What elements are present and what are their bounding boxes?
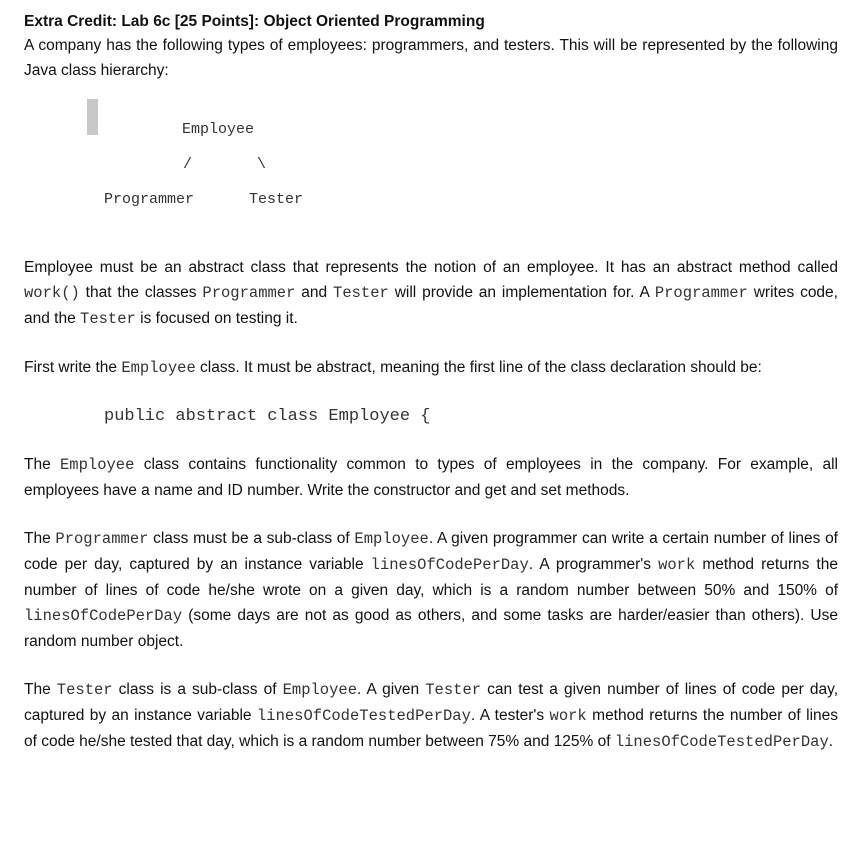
code-employee: Employee <box>354 530 429 548</box>
code-lines-of-code-per-day: linesOfCodePerDay <box>370 556 529 574</box>
code-work: work <box>549 707 587 725</box>
diagram-child-programmer: Programmer <box>104 191 195 208</box>
intro-paragraph: A company has the following types of employees: programmers, and testers. This will be represented by the following Java class hierarchy: <box>24 37 838 79</box>
code-tester: Tester <box>80 310 136 328</box>
class-hierarchy-diagram <box>24 95 838 255</box>
code-lines-of-code-per-day: linesOfCodePerDay <box>24 607 183 625</box>
class-declaration-code: public abstract class Employee { <box>104 407 431 426</box>
document-page <box>24 11 838 755</box>
paragraph-tester: The Tester class is a sub-class of Employee. A given Tester can test a given number of lines of code per day, captured by an instance variable linesOfCodeTestedPerDay. A tester's work method returns the number of lines of code he/she tested that day, which is a random number between 75% and 125% of linesOfCodeTestedPerDay. <box>24 681 839 751</box>
diagram-left-branch: / <box>183 156 193 173</box>
diagram-child-tester: Tester <box>249 191 304 208</box>
code-programmer: Programmer <box>654 284 748 302</box>
code-employee: Employee <box>60 456 135 474</box>
code-work: work <box>658 556 696 574</box>
code-tester: Tester <box>56 681 113 699</box>
paragraph-write-employee: First write the Employee class. It must be abstract, meaning the first line of the class declaration should be: <box>24 359 762 377</box>
code-programmer: Programmer <box>202 284 296 302</box>
code-lines-of-code-tested-per-day: linesOfCodeTestedPerDay <box>256 707 471 725</box>
code-tester: Tester <box>333 284 389 302</box>
text-cursor-marker <box>87 99 98 135</box>
diagram-root-employee: Employee <box>182 121 255 138</box>
code-employee: Employee <box>121 359 196 377</box>
code-tester: Tester <box>425 681 482 699</box>
paragraph-programmer: The Programmer class must be a sub-class of Employee. A given programmer can write a certain number of lines of code per day, captured by an instance variable linesOfCodePerDay. A programmer's work method returns the number of lines of code he/she wrote on a given day, which is a random number between 50% and 150% of linesOfCodePerDay (some days are not as good as others, and some tasks are harder/easier than others). Use random number object. <box>24 530 838 650</box>
code-employee: Employee <box>282 681 358 699</box>
diagram-right-branch: \ <box>257 156 267 173</box>
paragraph-employee-abstract: Employee must be an abstract class that represents the notion of an employee. It has an abstract method called work() that the classes Programmer and Tester will provide an implementation for. A Programmer writes code, and the Tester is focused on testing it. <box>24 259 838 328</box>
code-programmer: Programmer <box>55 530 149 548</box>
paragraph-employee-functionality: The Employee class contains functionality common to types of employees in the company. For example, all employees have a name and ID number. Write the constructor and get and set methods. <box>24 456 838 499</box>
code-lines-of-code-tested-per-day: linesOfCodeTestedPerDay <box>614 733 829 751</box>
code-work: work() <box>24 284 80 302</box>
lab-title: Extra Credit: Lab 6c [25 Points]: Object Oriented Programming <box>24 13 485 30</box>
